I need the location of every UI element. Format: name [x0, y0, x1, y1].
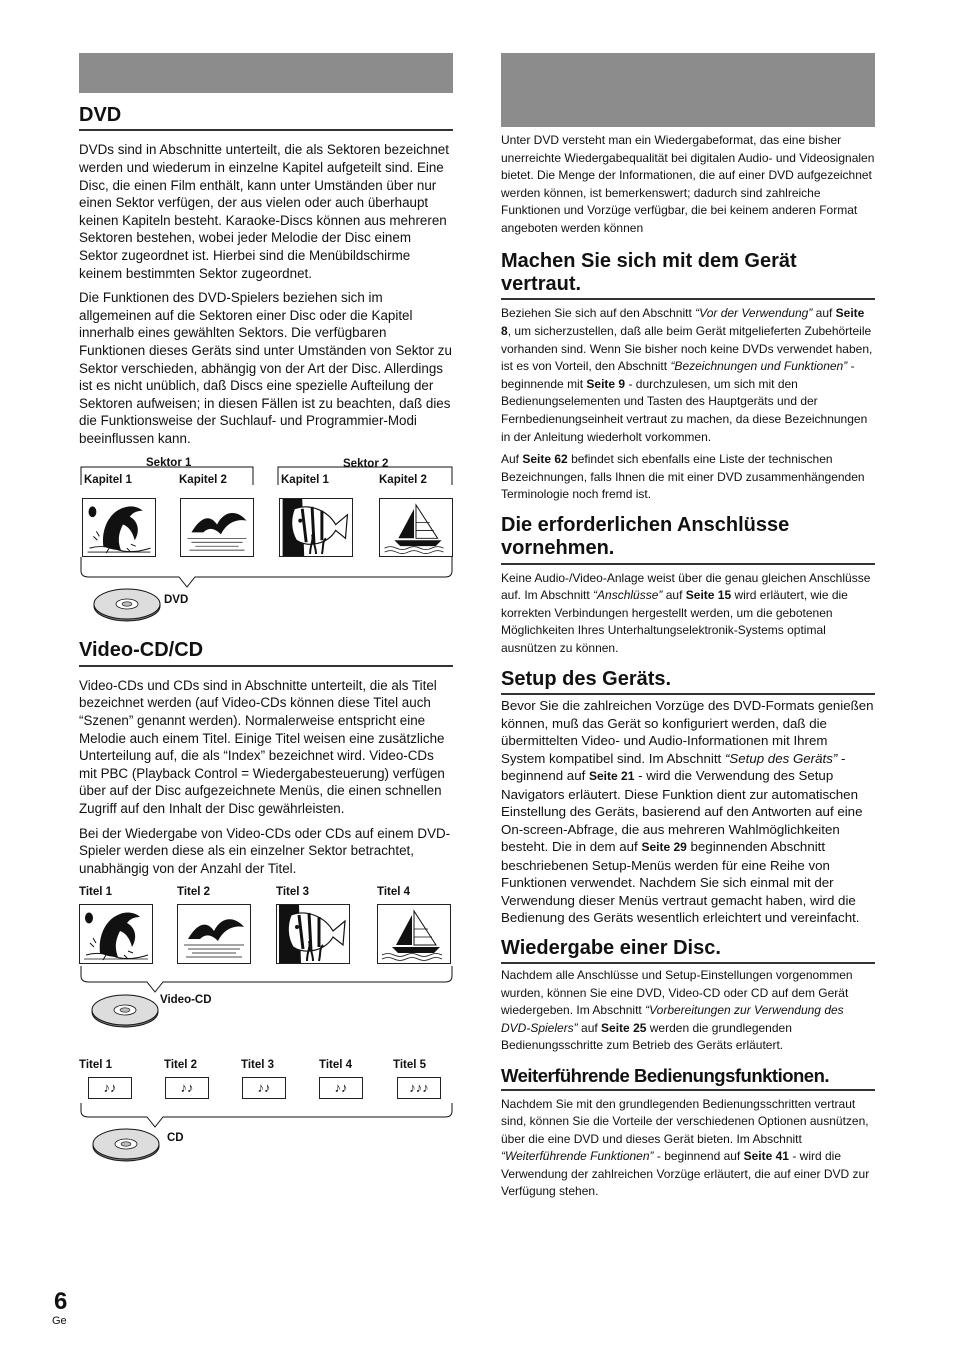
dvd-structure-figure	[79, 457, 453, 633]
fish-icon	[280, 499, 352, 556]
fish-icon	[277, 905, 349, 963]
label-cd-title-1: Titel 1	[79, 1059, 113, 1072]
label-cd-title-2: Titel 2	[164, 1059, 198, 1072]
playback-paragraph: Nachdem alle Anschlüsse und Setup-Einstellungen vorgenommen wurden, können Sie eine DVD, Video-CD oder CD auf dem Gerät wiedergeben. Im Abschnitt “Vorbereitungen zur Verwendung des DVD-Spielers” auf Seite 25 werden die grundlegenden Bedienungsschritte zum Betrieb des Geräts erläutert.	[501, 967, 853, 1053]
page-number: 6	[54, 1288, 68, 1315]
cd-track-4-music-note-icon: ♪♪	[319, 1077, 363, 1099]
sailboat-icon	[380, 499, 452, 556]
label-video-cd-disc: Video-CD	[160, 994, 212, 1007]
label-vcd-title-2: Titel 2	[177, 886, 211, 899]
label-chapter-2a: Kapitel 2	[179, 474, 227, 487]
video-cd-disc-icon	[90, 993, 160, 1029]
label-chapter-1a: Kapitel 1	[84, 474, 132, 487]
label-cd-disc: CD	[167, 1132, 184, 1145]
sailboat-icon	[378, 905, 450, 963]
label-vcd-title-3: Titel 3	[276, 886, 310, 899]
heading-playback: Wiedergabe einer Disc.	[501, 937, 875, 964]
label-vcd-title-4: Titel 4	[377, 886, 411, 899]
cd-track-3-music-note-icon: ♪♪	[242, 1077, 286, 1099]
intro-paragraph: Unter DVD versteht man ein Wiedergabeformat, das eine bisher unerreichte Wiedergabequalität bei digitalen Audio- und Videosignalen bietet. Die Menge der Informationen, die auf einer DVD aufgezeichnet werden können, ist bemerkenswert; dadurch sind zahlreiche Funktionen und Vorzüge verfügbar, die bei keinem anderen Format angeboten werden können	[501, 133, 875, 235]
heading-video-cd: Video-CD/CD	[79, 639, 453, 666]
language-code: Ge	[52, 1315, 67, 1327]
heading-connections: Die erforderlichen Anschlüsse vornehmen.	[501, 514, 875, 565]
birds-icon	[181, 499, 253, 556]
label-sector-2: Sektor 2	[343, 458, 389, 471]
vcd-thumb-birds	[177, 904, 251, 964]
section-bar-right	[501, 53, 875, 127]
advanced-paragraph: Nachdem Sie mit den grundlegenden Bedienungsschritten vertraut sind, können Sie die Vorteile der verschiedenen Optionen ausnützen, über die eine DVD und dieses Gerät bieten. Im Abschnitt “Weiterführende Funktionen” - beginnend auf Seite 41 - wird die Verwendung der zahlreichen Vorzüge erläutert, die auf einer DVD zur Verfügung stehen.	[501, 1096, 870, 1199]
dvd-paragraph-1: DVDs sind in Abschnitte unterteilt, die als Sektoren bezeichnet werden und wiederum in einzelne Kapitel aufgeteilt sind. Eine Disc, die einen Film enthält, kann unter Umständen über nur einen Sektor verfügen, der aus vielen oder auch überhaupt keinen Kapiteln besteht. Karaoke-Discs können aus mehreren Sektoren bestehen, wobei jeder Melodie der Disc einem Sektor zugeordnet ist. Hierbei sind die Menübildschirme keinem bestimmten Sektor zugeordnet.	[79, 142, 449, 281]
label-chapter-1b: Kapitel 1	[281, 474, 329, 487]
label-vcd-title-1: Titel 1	[79, 886, 113, 899]
label-sector-1: Sektor 1	[146, 457, 192, 470]
right-column	[501, 53, 875, 1201]
vcd-paragraph-2: Bei der Wiedergabe von Video-CDs oder CDs auf einem DVD-Spieler werden diese als ein einzelner Sektor betrachtet, unabhängig von der Anzahl der Titel.	[79, 825, 451, 876]
heading-dvd: DVD	[79, 104, 453, 131]
dvd-disc-icon	[92, 587, 162, 623]
heading-setup: Setup des Geräts.	[501, 668, 875, 695]
vcd-thumb-dolphin	[79, 904, 153, 964]
label-cd-title-5: Titel 5	[393, 1059, 427, 1072]
cd-disc-icon	[91, 1127, 161, 1163]
left-column	[79, 53, 453, 1169]
vcd-thumb-sailboat	[377, 904, 451, 964]
label-chapter-2b: Kapitel 2	[379, 474, 427, 487]
dvd-paragraph-2: Die Funktionen des DVD-Spielers beziehen sich im allgemeinen auf die Sektoren einer Disc oder die Kapitel innerhalb eines gewählten Sektors. Die verfügbaren Funktionen dieses Geräts sind unter Umständen von Sektor zu Sektor verschieden, abhängig von der Art der Disc. Allerdings ist es nicht unüblich, daß Discs eine spezielle Aufteilung der Sektoren aufweisen; in diesen Fällen ist zu beachten, daß dies die Funktionsweise der Suchlauf- und Programmier-Modi beeinflussen kann.	[79, 290, 452, 446]
heading-familiarize: Machen Sie sich mit dem Gerät vertraut.	[501, 250, 875, 301]
label-cd-title-3: Titel 3	[241, 1059, 275, 1072]
label-dvd-disc: DVD	[164, 594, 189, 607]
label-cd-title-4: Titel 4	[319, 1059, 353, 1072]
cd-track-5-music-note-icon: ♪♪♪	[397, 1077, 441, 1099]
setup-paragraph: Bevor Sie die zahlreichen Vorzüge des DVD-Formats genießen können, muß das Gerät so konfiguriert werden, daß die übermittelten Video- und Audio-Informationen mit Ihrem System kompatibel sind. Im Abschnitt “Setup des Geräts” - beginnend auf Seite 21 - wird die Verwendung des Setup Navigators erläutert. Diese Funktion dient zur automatischen Einstellung des Geräts, basierend auf den Antworten auf eine On-screen-Abfrage, die aus mehreren Wahlmöglichkeiten besteht. Die in dem auf Seite 29 beginnenden Abschnitt beschriebenen Setup-Menüs werden für eine Reihe von Funktionen verwendet. Nachdem Sie sich einmal mit der Verwendung dieser Menüs vertraut gemacht haben, wird die Bedienung des Geräts wesentlich erleichtert und vereinfacht.	[501, 698, 874, 926]
video-cd-structure-figure	[79, 886, 453, 1046]
familiarize-paragraph-2: Auf Seite 62 befindet sich ebenfalls eine Liste der technischen Bezeichnungen, falls Ihnen die mit einer DVD zusammenhängenden Terminologie noch fremd ist.	[501, 452, 865, 502]
thumb-birds	[180, 498, 254, 557]
cd-track-1-music-note-icon: ♪♪	[88, 1077, 132, 1099]
thumb-fish	[279, 498, 353, 557]
cd-structure-figure	[79, 1059, 453, 1169]
heading-advanced: Weiterführende Bedienungsfunktionen.	[501, 1065, 875, 1091]
dolphin-icon	[83, 499, 155, 556]
dolphin-icon	[80, 905, 152, 963]
birds-icon	[178, 905, 250, 963]
section-bar-left	[79, 53, 453, 93]
familiarize-paragraph-1: Beziehen Sie sich auf den Abschnitt “Vor der Verwendung” auf Seite 8, um sicherzustellen, daß alle beim Gerät mitgelieferten Zubehörteile vorhanden sind. Wenn Sie bisher noch keine DVDs verwendet haben, ist es von Vorteil, den Abschnitt “Bezeichnungen und Funktionen” - beginnende mit Seite 9 - durchzulesen, um sich mit den Bedienungselementen und Tasten des Hauptgeräts und der Fernbedienungseinheit vertraut zu machen, da diese Bezeichnungen in der Anleitung wiederholt vorkommen.	[501, 306, 873, 444]
connections-paragraph: Keine Audio-/Video-Anlage weist über die genau gleichen Anschlüsse auf. Im Abschnitt “Anschlüsse” auf Seite 15 wird erläutert, wie die korrekten Verbindungen hergestellt werden, um die gebotenen Möglichkeiten Ihres Unterhaltungselektronik-Systems optimal ausnützen zu können.	[501, 570, 871, 656]
vcd-paragraph-1: Video-CDs und CDs sind in Abschnitte unterteilt, die als Titel bezeichnet werden (auf Video-CDs können diese Titel auch “Szenen” genannt werden). Normalerweise entspricht eine Melodie auch einem Titel. Einige Titel weisen eine zusätzliche Unterteilung auf, die als “Index” bezeichnet wird. Video-CDs mit PBC (Playback Control = Wiedergabesteuerung) verfügen über auf der Disc aufgezeichnete Menüs, die einen schnellen Zugriff auf den Inhalt der Disc gewährleisten.	[79, 677, 445, 817]
thumb-dolphin	[82, 498, 156, 557]
cd-track-2-music-note-icon: ♪♪	[165, 1077, 209, 1099]
thumb-sailboat	[379, 498, 453, 557]
vcd-thumb-fish	[276, 904, 350, 964]
